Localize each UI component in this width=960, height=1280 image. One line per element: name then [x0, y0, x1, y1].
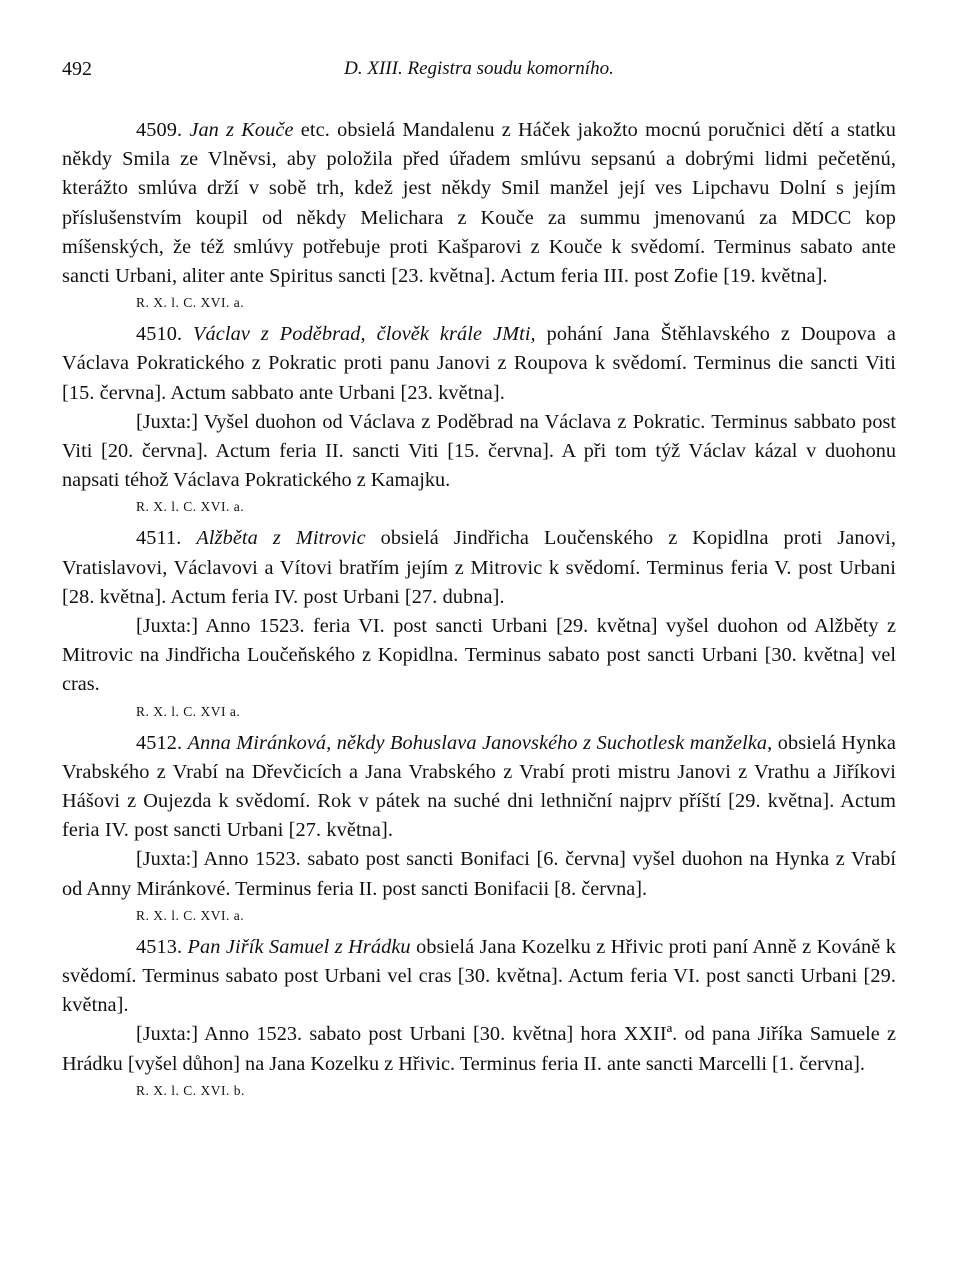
- entry-paragraph: [62, 729, 896, 846]
- entry-paragraph: [62, 524, 896, 612]
- entry-paragraph: [62, 320, 896, 408]
- archival-signature: R. X. l. C. XVI. a.: [136, 499, 245, 515]
- document-page: [62, 58, 896, 1108]
- entry-4512: [62, 729, 896, 925]
- entry-number: 4510.: [136, 323, 183, 346]
- archival-signature: R. X. l. C. XVI a.: [136, 703, 241, 719]
- entry-number: 4512.: [136, 731, 183, 754]
- archival-signature: R. X. l. C. XVI. a.: [136, 907, 245, 923]
- entry-number: 4511.: [136, 527, 182, 550]
- archival-signature: R. X. l. C. XVI. a.: [136, 295, 245, 311]
- entry-text: obsielá Hynka Vrabského z Vrabí na Dřevčicích a Jana Vrabského z Vrabí proti mistru Janovi z Vrathu a Jiříkovi Hášovi z Oujezda k svědomí. Rok v pátek na suché dni lethniční najprv příští [29. května]. Actum feria IV. post sancti Urbani [27. května].: [62, 731, 896, 842]
- running-title: D. XIII. Registra soudu komorního.: [344, 58, 614, 79]
- juxta-note: [Juxta:] Anno 1523. sabato post Urbani [30. května] hora XXIIª. od pana Jiříka Samuele z Hrádku [vyšel důhon] na Jana Kozelku z Hřivic. Terminus feria II. ante sancti Marcelli [1. června].: [62, 1023, 896, 1075]
- entry-4510: [62, 320, 896, 516]
- page-number: 492: [62, 58, 92, 80]
- entry-paragraph: [62, 933, 896, 1021]
- entry-4511: [62, 524, 896, 720]
- entry-paragraph: [62, 116, 896, 291]
- entry-4509: [62, 116, 896, 312]
- page-header: [62, 58, 896, 90]
- juxta-note: [Juxta:] Anno 1523. feria VI. post sancti Urbani [29. května] vyšel duohon od Alžběty z Mitrovic na Jindřicha Loučeňského z Kopidlna. Terminus sabato post sancti Urbani [30. května] vel cras.: [62, 615, 896, 696]
- entry-party-name: Alžběta z Mitrovic: [196, 527, 366, 550]
- entry-number: 4513.: [136, 935, 183, 958]
- entries-list: [62, 116, 896, 1100]
- entry-number: 4509.: [136, 119, 183, 141]
- entry-party-name: Anna Miránková, někdy Bohuslava Janovského z Suchotlesk manželka,: [187, 731, 773, 754]
- juxta-note: [Juxta:] Anno 1523. sabato post sancti Bonifaci [6. června] vyšel duohon na Hynka z Vrabí od Anny Miránkové. Terminus feria II. post sancti Bonifacii [8. června].: [62, 848, 896, 900]
- entry-text: pohání Jana Štěhlavského z Doupova a Václava Pokratického z Pokratic proti panu Janovi z Roupova k svědomí. Terminus die sancti Viti [15. června]. Actum sabbato ante Urbani [23. května].: [62, 323, 896, 404]
- entry-party-name: Pan Jiřík Samuel z Hrádku: [187, 935, 411, 958]
- entry-text: etc. obsielá Mandalenu z Háček jakožto mocnú poručnici dětí a statku někdy Smila ze Vlněvsi, aby položila před úřadem smlúvu sepsanú a dobrými lidmi pečetěnú, kterážto smlúva drží v sobě trh, kdež jest někdy Smil manžel její ves Lipchavu Dolní s jejím příslušenstvím koupil od někdy Melichara z Kouče za summu jmenovanú za MDCC kop míšenských, že též smlúvy potřebuje proti Kašparovi z Kouče k svědomí. Terminus sabato ante sancti Urbani, aliter ante Spiritus sancti [23. května]. Actum feria III. post Zofie [19. května].: [62, 119, 897, 288]
- entry-party-name: Václav z Poděbrad, člověk krále JMti,: [193, 323, 536, 346]
- entry-party-name: Jan z Kouče: [189, 119, 294, 141]
- archival-signature: R. X. l. C. XVI. b.: [136, 1082, 245, 1098]
- entry-text: obsielá Jana Kozelku z Hřivic proti paní Anně z Kováně k svědomí. Terminus sabato post Urbani vel cras [30. května]. Actum feria VI. post sancti Urbani [29. května].: [62, 935, 896, 1017]
- entry-text: obsielá Jindřicha Loučenského z Kopidlna proti Janovi, Vratislavovi, Václavovi a Vítovi bratřím jejím z Mitrovic k svědomí. Terminus feria V. post Urbani [28. května]. Actum feria IV. post Urbani [27. dubna].: [62, 527, 896, 608]
- juxta-note: [Juxta:] Vyšel duohon od Václava z Poděbrad na Václava z Pokratic. Terminus sabbato post Viti [20. června]. Actum feria II. sancti Viti [15. června]. A při tom týž Václav kázal v duohonu napsati téhož Václava Pokratického z Kamajku.: [62, 410, 896, 492]
- entry-4513: [62, 933, 896, 1100]
